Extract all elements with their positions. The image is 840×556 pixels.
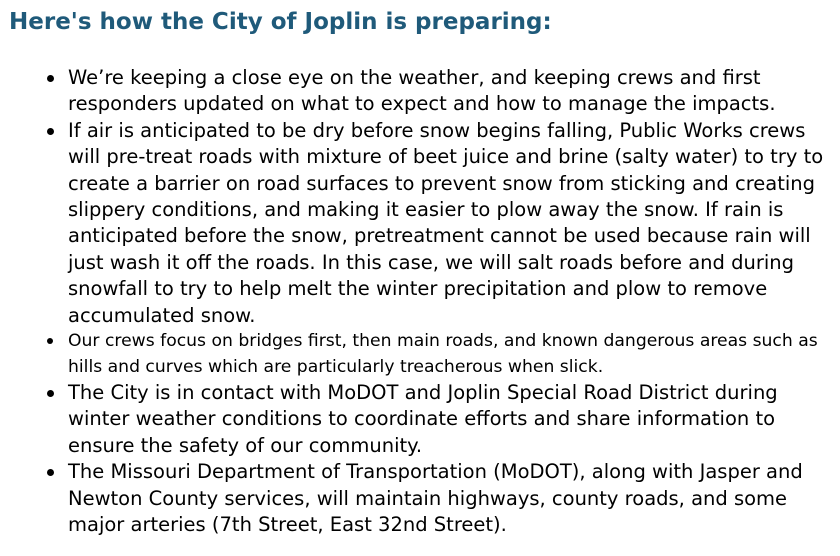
list-item-modot: The Missouri Department of Transportation (MoDOT), along with Jasper and Newton County services, will maintain highways, county roads, and some major arteries (7th Street, East 32nd Street). (68, 459, 830, 538)
list-item-coordination: The City is in contact with MoDOT and Joplin Special Road District during winter weather conditions to coordinate efforts and share information to ensure the safety of our community. (68, 380, 830, 459)
list-item-priority-areas: Our crews focus on bridges first, then main roads, and known dangerous areas such as hills and curves which are particularly treacherous when slick. (68, 329, 830, 380)
page-heading: Here's how the City of Joplin is preparing: (9, 9, 552, 35)
list-item-pretreatment: If air is anticipated to be dry before snow begins falling, Public Works crews will pre-treat roads with mixture of beet juice and brine (salty water) to try to create a barrier on road surfaces to prevent snow from sticking and creating slippery conditions, and making it easier to plow away the snow. If rain is anticipated before the snow, pretreatment cannot be used because rain will just wash it off the roads. In this case, we will salt roads before and during snowfall to try to help melt the winter precipitation and plow to remove accumulated snow. (68, 118, 830, 329)
preparation-list (68, 65, 830, 539)
list-item-monitoring: We’re keeping a close eye on the weather, and keeping crews and first responders updated on what to expect and how to manage the impacts. (68, 65, 830, 118)
